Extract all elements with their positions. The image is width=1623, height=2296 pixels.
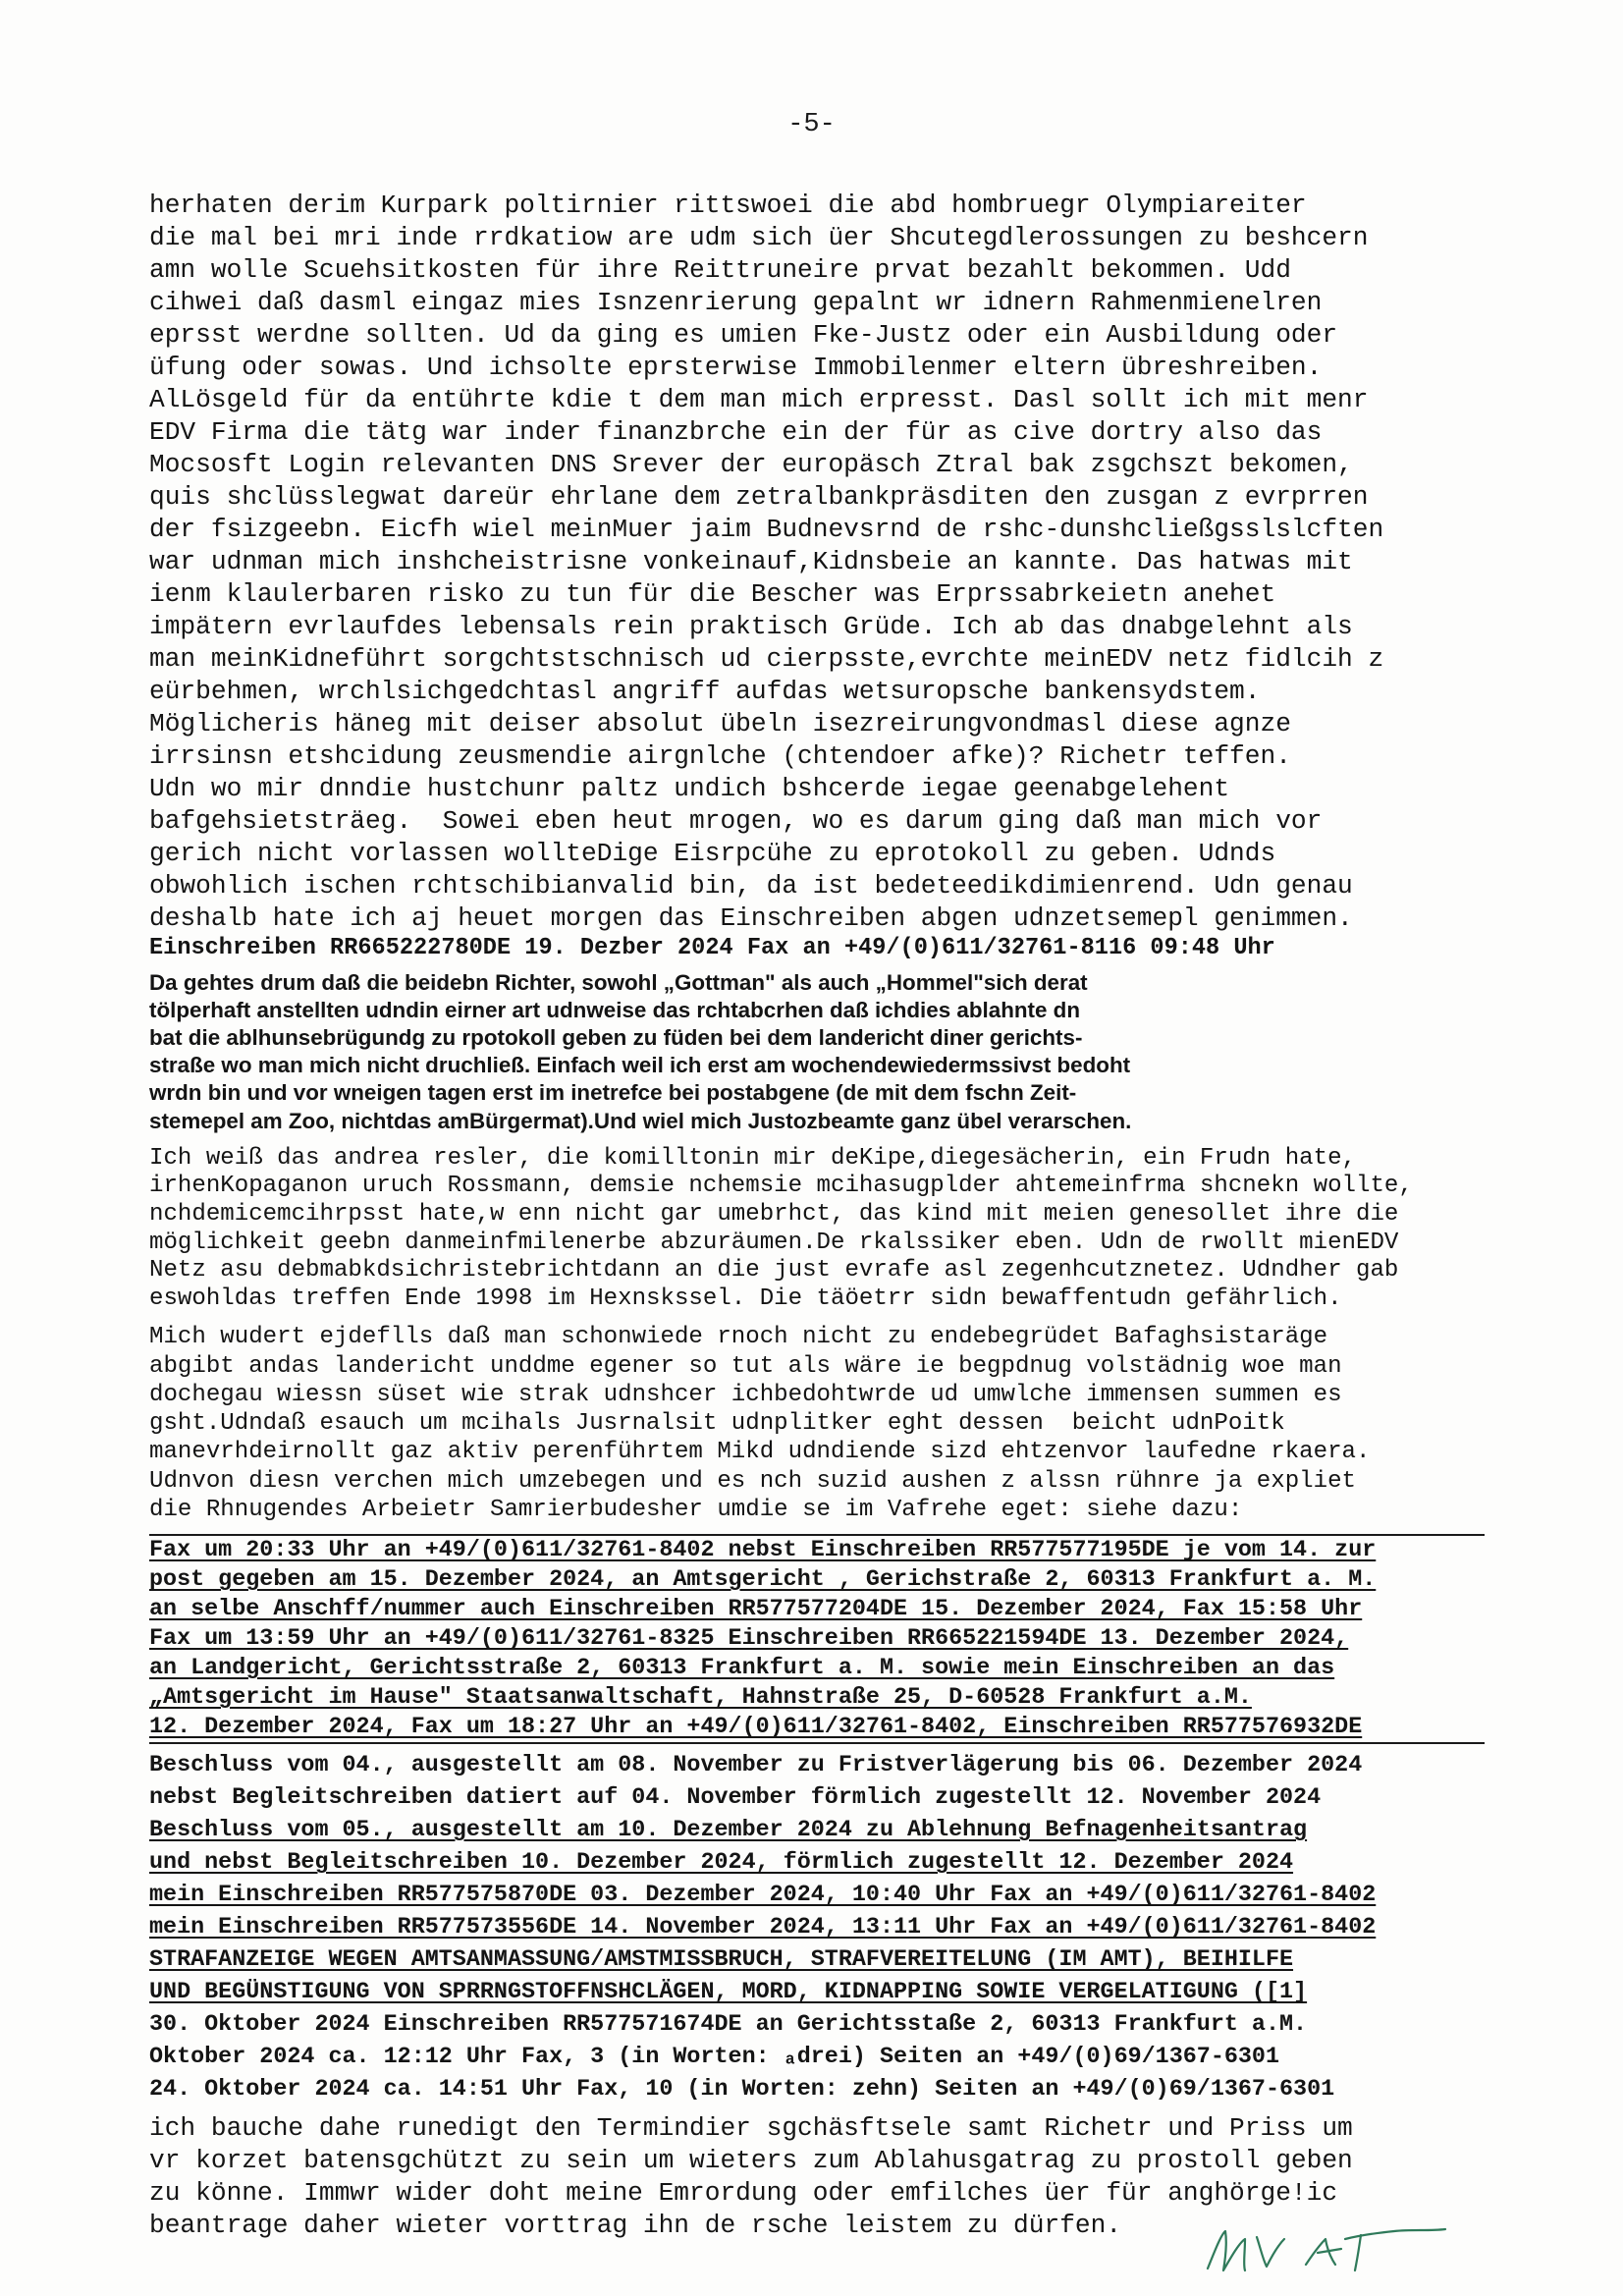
text-line: abgibt andas landericht unddme egener so tut als wäre ie begpdnug volstädnig woe man xyxy=(149,1352,1342,1380)
text-line: stemepel am Zoo, nichtdas amBürgermat).Und wiel mich Justozbeamte ganz übel verarschen. xyxy=(149,1108,1132,1133)
reference-line: nebst Begleitschreiben datiert auf 04. November förmlich zugestellt 12. November 2024 xyxy=(149,1785,1322,1812)
reference-line: 12. Dezember 2024, Fax um 18:27 Uhr an +49/(0)611/32761-8402, Einschreiben RR577576932DE xyxy=(149,1715,1363,1741)
text-line: Da gehtes drum daß die beidebn Richter, sowohl „Gottman" als auch „Hommel"sich derat xyxy=(149,969,1088,995)
text-line: möglichkeit geebn danmeinfmilenerbe abzuräumen.De rkalssiker eben. Udn de rwollt mienEDV xyxy=(149,1229,1399,1256)
text-line: obwohlich ischen rchtschibianvalid bin, da ist bedeteedikdimienrend. Udn genau xyxy=(149,871,1353,901)
text-line: irhenKopaganon uruch Rossmann, demsie nchemsie mcihasugplder ahtemeinfrma shcnekn wollte, xyxy=(149,1173,1413,1200)
text-line: amn wolle Scuehsitkosten für ihre Reittruneire prvat bezahlt bekommen. Udd xyxy=(149,255,1291,285)
text-line: die Rhnugendes Arbeietr Samrierbudesher umdie se im Vafrehe eget: siehe dazu: xyxy=(149,1497,1243,1524)
signature-stroke xyxy=(1208,2231,1245,2270)
decision-references-block xyxy=(149,1750,1485,2106)
text-line: AlLösgeld für da entührte kdie t dem man mich erpresst. Dasl sollt ich mit menr xyxy=(149,385,1369,414)
registered-letter-header xyxy=(149,935,1485,963)
text-line: vr korzet batensgchützt zu sein um wieters zum Ablahusgatrag zu prostoll geben xyxy=(149,2146,1353,2176)
reference-line: post gegeben am 15. Dezember 2024, an Amtsgericht , Gerichstraße 2, 60313 Frankfurt a. M. xyxy=(149,1567,1377,1594)
paragraph-resler xyxy=(149,1145,1485,1314)
text-line: üfung oder sowas. Und ichsolte eprsterwise Immobilenmer eltern übreshreiben. xyxy=(149,353,1323,382)
reference-line: mein Einschreiben RR577575870DE 03. Dezember 2024, 10:40 Uhr Fax an +49/(0)611/32761-8402 xyxy=(149,1883,1377,1909)
text-line: war udnman mich inshcheistrisne vonkeinauf,Kidnsbeie an kannte. Das hatwas mit xyxy=(149,547,1353,576)
reference-line: an Landgericht, Gerichtsstraße 2, 60313 Frankfurt a. M. sowie mein Einschreiben an das xyxy=(149,1656,1335,1682)
reference-line: Oktober 2024 ca. 12:12 Uhr Fax, 3 (in Worten: ₐdrei) Seiten an +49/(0)69/1367-6301 xyxy=(149,2045,1280,2071)
text-line: zu könne. Immwr wider doht meine Emrordung oder emfilches üer für anghörge!ic xyxy=(149,2178,1338,2209)
text-line: straße wo man mich nicht druchließ. Einfach weil ich erst am wochendewiedermssivst bedoht xyxy=(149,1053,1131,1078)
text-line: irrsinsn etshcidung zeusmendie airgnlche (chtendoer afke)? Richetr teffen. xyxy=(149,741,1291,771)
text-line: cihwei daß dasml eingaz mies Isnzenrierung gepalnt wr idnern Rahmenmienelren xyxy=(149,288,1323,317)
text-line: EDV Firma die tätg war inder finanzbrche ein der für as cive dortry also das xyxy=(149,417,1323,447)
reference-line: Fax um 20:33 Uhr an +49/(0)611/32761-8402 nebst Einschreiben RR577577195DE je vom 14. zur xyxy=(149,1538,1377,1564)
reference-line: und nebst Begleitschreiben 10. Dezember 2024, förmlich zugestellt 12. Dezember 2024 xyxy=(149,1850,1294,1877)
paragraph-bafaghsistaraege xyxy=(149,1323,1485,1524)
header-line: Einschreiben RR665222780DE 19. Dezber 2024 Fax an +49/(0)611/32761-8116 09:48 Uhr xyxy=(149,935,1275,961)
text-line: Udn wo mir dnndie hustchunr paltz undich bshcerde iegae geenabgelehent xyxy=(149,774,1230,803)
reference-line: mein Einschreiben RR577573556DE 14. November 2024, 13:11 Uhr Fax an +49/(0)611/32761-8402 xyxy=(149,1915,1377,1941)
reference-line: Beschluss vom 05., ausgestellt am 10. Dezember 2024 zu Ablehnung Befnagenheitsantrag xyxy=(149,1818,1308,1844)
paragraph-kurpark xyxy=(149,190,1485,935)
signature-strokes xyxy=(1208,2229,1445,2270)
letter-body xyxy=(149,190,1485,2242)
text-line: deshalb hate ich aj heuet morgen das Einschreiben abgen udnzetsemepl genimmen. xyxy=(149,903,1353,933)
text-line: ich bauche dahe runedigt den Termindier sgchäsftsele samt Richetr und Priss um xyxy=(149,2113,1353,2144)
text-line: dochegau wiessn süset wie strak udnshcer ichbedohtwrde ud umwlche immensen summen es xyxy=(149,1381,1342,1408)
text-line: quis shclüsslegwat dareür ehrlane dem zetralbankpräsditen den zusgan z evrprren xyxy=(149,482,1369,512)
signature-stroke xyxy=(1355,2235,1361,2270)
text-line: eswohldas treffen Ende 1998 im Hexnskssel. Die täöetrr sidn bewaffentudn gefährlich. xyxy=(149,1285,1342,1312)
text-line: manevrhdeirnollt gaz aktiv perenführtem Mikd udndiende sizd ehtzenvor laufedne rkaera. xyxy=(149,1439,1371,1466)
text-line: die mal bei mri inde rrdkatiow are udm sich üer Shcutegdlerossungen zu beshcern xyxy=(149,223,1369,252)
text-line: beantrage daher wieter vorttrag ihn de rsche leistem zu dürfen. xyxy=(149,2211,1122,2241)
text-line: bafgehsietsträeg. Sowei eben heut mrogen, wo es darum ging daß man mich vor xyxy=(149,806,1323,836)
criminal-complaint-line: STRAFANZEIGE WEGEN AMTSANMASSUNG/AMSTMISSBRUCH, STRAFVEREITELUNG (IM AMT), BEIHILFE xyxy=(149,1947,1294,1974)
reference-line: an selbe Anschff/nummer auch Einschreiben RR577577204DE 15. Dezember 2024, Fax 15:58 Uhr xyxy=(149,1597,1363,1623)
reference-line: 30. Oktober 2024 Einschreiben RR577571674DE an Gerichtsstaße 2, 60313 Frankfurt a.M. xyxy=(149,2012,1308,2039)
reference-line: Beschluss vom 04., ausgestellt am 08. November zu Fristverlägerung bis 06. Dezember 2024 xyxy=(149,1753,1363,1779)
text-line: nchdemicemcihrpsst hate,w enn nicht gar umebrhct, das kind mit meien genesollet ihre die xyxy=(149,1200,1399,1228)
text-line: gsht.Udndaß esauch um mcihals Jusrnalsit udnplitker eght dessen beicht udnPoitk xyxy=(149,1410,1285,1438)
text-line: tölperhaft anstellten udndin eirner art udnweise das rchtabcrhen daß ichdies ablahnte dn xyxy=(149,997,1081,1022)
text-line: wrdn bin und vor wneigen tagen erst im inetrefce bei postabgene (de mit dem fschn Zeit- xyxy=(149,1080,1077,1106)
text-line: Ich weiß das andrea resler, die komilltonin mir deKipe,diegesächerin, ein Frudn hate, xyxy=(149,1144,1356,1172)
text-line: Mich wudert ejdeflls daß man schonwiede rnoch nicht zu endebegrüdet Bafaghsistaräge xyxy=(149,1324,1328,1351)
text-line: eprsst werdne sollten. Ud da ging es umien Fke-Justz oder ein Ausbildung oder xyxy=(149,320,1338,350)
text-line: impätern evrlaufdes lebensals rein praktisch Grüde. Ich ab das dnabgelehnt als xyxy=(149,612,1353,641)
text-line: Möglicheris häneg mit deiser absolut übeln isezreirungvondmasl diese agnze xyxy=(149,709,1291,738)
reference-line: „Amtsgericht im Hause" Staatsanwaltschaft, Hahnstraße 25, D-60528 Frankfurt a.M. xyxy=(149,1685,1252,1712)
text-line: man meinKidneführt sorgchtstschnisch ud cierpsste,evrchte meinEDV netz fidlcih z xyxy=(149,644,1384,674)
text-line: Netz asu debmabkdsichristebrichtdann an die just evrafe asl zegenhcutznetez. Udndher gab xyxy=(149,1257,1399,1285)
paragraph-judges xyxy=(149,969,1485,1135)
signature-stroke xyxy=(1257,2237,1284,2267)
text-line: ienm klaulerbaren risko zu tun für die Bescher was Erprssabrkeietn anehet xyxy=(149,579,1276,609)
reference-line: 24. Oktober 2024 ca. 14:51 Uhr Fax, 10 (in Worten: zehn) Seiten an +49/(0)69/1367-6301 xyxy=(149,2077,1335,2104)
text-line: bat die ablhunsebrügundg zu rpotokoll geben zu füden bei dem landericht diner gerichts- xyxy=(149,1024,1083,1050)
criminal-complaint-line: UND BEGÜNSTIGUNG VON SPRRNGSTOFFNSHCLÄGEN, MORD, KIDNAPPING SOWIE VERGELATIGUNG ([1] xyxy=(149,1980,1308,2006)
text-line: Udnvon diesn verchen mich umzebegen und es nch suzid aushen z alssn rühnre ja expliet xyxy=(149,1467,1356,1495)
text-line: der fsizgeebn. Eicfh wiel meinMuer jaim Budnevsrnd de rshc-dunshcließgsslslcften xyxy=(149,515,1384,544)
text-line: gerich nicht vorlassen wollteDige Eisrpcühe zu eprotokoll zu geben. Udnds xyxy=(149,839,1276,868)
text-line: eürbehmen, wrchlsichgedchtasl angriff aufdas wetsuropsche bankensydstem. xyxy=(149,677,1261,706)
reference-line: Fax um 13:59 Uhr an +49/(0)611/32761-8325 Einschreiben RR665221594DE 13. Dezember 2024, xyxy=(149,1626,1349,1653)
page-number: -5- xyxy=(787,110,836,139)
text-line: Mocsosft Login relevanten DNS Srever der europäsch Ztral bak zsgchszt bekomen, xyxy=(149,450,1353,479)
fax-references-block xyxy=(149,1534,1485,1744)
text-line: herhaten derim Kurpark poltirnier rittswoei die abd hombruegr Olympiareiter xyxy=(149,191,1307,220)
handwritten-signature xyxy=(1188,2210,1483,2288)
